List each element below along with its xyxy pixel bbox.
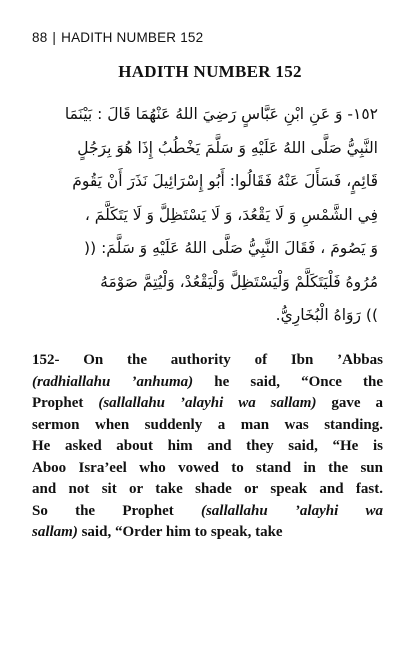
arabic-line: النَّبِيُّ صَلَّى اللهُ عَلَيْهِ وَ سَلَّمَ يَخْطُبُ إِذَا هُوَ بِرَجُلٍ xyxy=(77,138,378,157)
english-line xyxy=(32,436,383,458)
text-run: sermon when suddenly a man was standing. xyxy=(32,416,383,433)
running-header xyxy=(32,30,203,45)
italic-run: sallam) xyxy=(32,524,78,540)
english-line xyxy=(32,522,383,544)
arabic-line: فِي الشَّمْسِ وَ لَا يَقْعُدَ، وَ لَا يَسْتَظِلَّ وَ لَا يَتَكَلَّمَ ، xyxy=(84,205,378,224)
italic-run: (sallallahu ’alayhi wa sallam) xyxy=(98,395,317,411)
page-number: 88 xyxy=(32,30,48,45)
arabic-line: مُرُوهُ فَلْيَتَكَلَّمْ وَلْيَسْتَظِلَّ وَلْيَقْعُدْ، وَلْيُتِمَّ صَوْمَهُ xyxy=(100,272,378,291)
arabic-text xyxy=(38,98,378,333)
arabic-line: قَائِمٍ، فَسَأَلَ عَنْهُ فَقَالُوا: أَبُو إِسْرَائِيلَ نَذَرَ أَنْ يَقُومَ xyxy=(72,172,378,190)
english-translation xyxy=(32,350,383,544)
header-separator: | xyxy=(52,30,57,45)
italic-run: (radhiallahu ’anhuma) xyxy=(32,373,194,390)
text-run: he said, “Once the xyxy=(193,373,383,390)
english-line xyxy=(32,458,383,480)
english-line xyxy=(32,479,383,501)
english-line xyxy=(32,501,383,523)
english-line xyxy=(32,350,383,372)
italic-run: (sallallahu ’alayhi wa xyxy=(200,502,383,519)
arabic-line: وَ يَصُومَ ، فَقَالَ النَّبِيُّ صَلَّى اللهُ عَلَيْهِ وَ سَلَّمَ: (( xyxy=(84,239,378,257)
english-line xyxy=(32,372,383,394)
text-run: 152- On the authority of Ibn ’Abbas xyxy=(32,352,383,368)
running-title: HADITH NUMBER 152 xyxy=(61,30,204,45)
arabic-line: ١٥٢- وَ عَنِ ابْنِ عَبَّاسٍ رَضِيَ اللهُ عَنْهُمَا قَالَ : بَيْنَمَا xyxy=(64,105,378,123)
text-run: Prophet xyxy=(32,395,99,411)
text-run: So the Prophet xyxy=(32,502,201,519)
text-run: Aboo Isra’eel who vowed to stand in the sun xyxy=(32,459,383,476)
text-run: said, “Order him to speak, take xyxy=(77,524,283,540)
english-line xyxy=(32,393,383,415)
text-run: gave a xyxy=(316,395,384,411)
hadith-title: HADITH NUMBER 152 xyxy=(118,62,302,81)
text-run: He asked about him and they said, “He is xyxy=(32,438,383,454)
english-line xyxy=(32,415,383,437)
text-run: and not sit or take shade or speak and fast. xyxy=(32,481,383,497)
arabic-line: )) رَوَاهُ الْبُخَارِيُّ. xyxy=(275,306,378,324)
